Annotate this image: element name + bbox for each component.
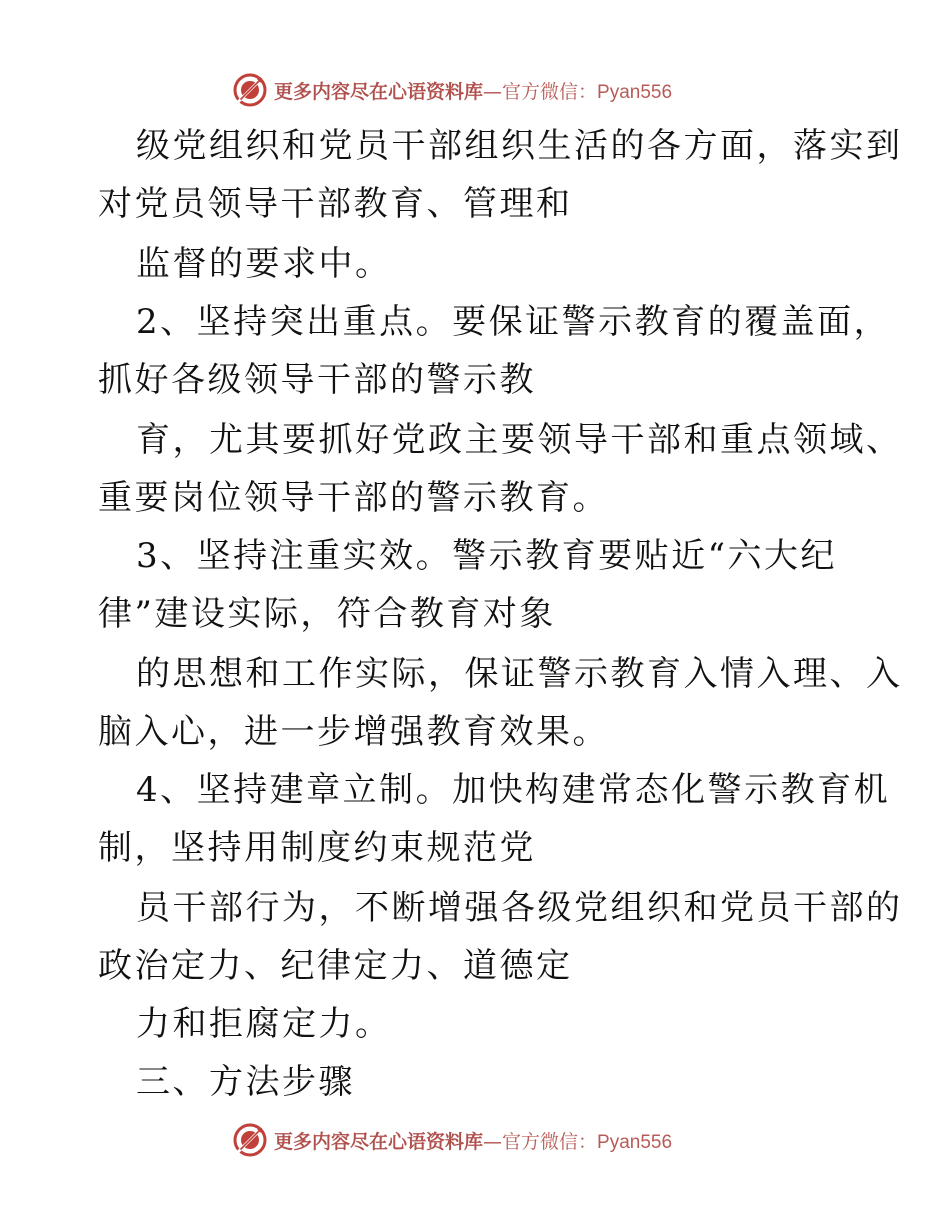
logo-icon: [232, 1122, 268, 1158]
banner-dash: —: [483, 80, 503, 103]
body-line: 级党组织和党员干部组织生活的各方面，落实到: [136, 126, 903, 166]
banner-text: [274, 1127, 672, 1154]
banner-dash: —: [483, 1130, 503, 1153]
banner-label: 官方微信：: [502, 80, 598, 103]
banner-handle: Pyan556: [597, 81, 673, 103]
body-line: 2、坚持突出重点。要保证警示教育的覆盖面，: [136, 302, 891, 342]
body-line: 监督的要求中。: [136, 244, 392, 284]
banner-handle: Pyan556: [597, 1131, 673, 1153]
header-banner: [232, 70, 712, 110]
banner-label: 官方微信：: [502, 1130, 598, 1153]
body-line: 制，坚持用制度约束规范党: [98, 828, 536, 868]
body-line: 对党员领导干部教育、管理和: [98, 184, 573, 224]
body-line: 脑入心，进一步增强教育效果。: [98, 712, 609, 752]
body-line: 力和拒腐定力。: [136, 1004, 392, 1044]
body-line: 员干部行为，不断增强各级党组织和党员干部的: [136, 888, 903, 928]
body-line: 抓好各级领导干部的警示教: [98, 360, 536, 400]
body-line: 4、坚持建章立制。加快构建常态化警示教育机: [136, 770, 891, 810]
body-line: 律”建设实际，符合教育对象: [98, 594, 556, 634]
body-line: 3、坚持注重实效。警示教育要贴近“六大纪: [136, 536, 838, 576]
section-heading: 三、方法步骤: [136, 1062, 355, 1102]
footer-banner: [232, 1120, 712, 1160]
body-line: 的思想和工作实际，保证警示教育入情入理、入: [136, 654, 903, 694]
banner-main-text: 更多内容尽在心语资料库: [274, 80, 484, 103]
logo-icon: [232, 72, 268, 108]
banner-text: [274, 77, 672, 104]
body-line: 育，尤其要抓好党政主要领导干部和重点领域、: [136, 420, 903, 460]
body-line: 政治定力、纪律定力、道德定: [98, 946, 573, 986]
body-line: 重要岗位领导干部的警示教育。: [98, 478, 609, 518]
banner-main-text: 更多内容尽在心语资料库: [274, 1130, 484, 1153]
